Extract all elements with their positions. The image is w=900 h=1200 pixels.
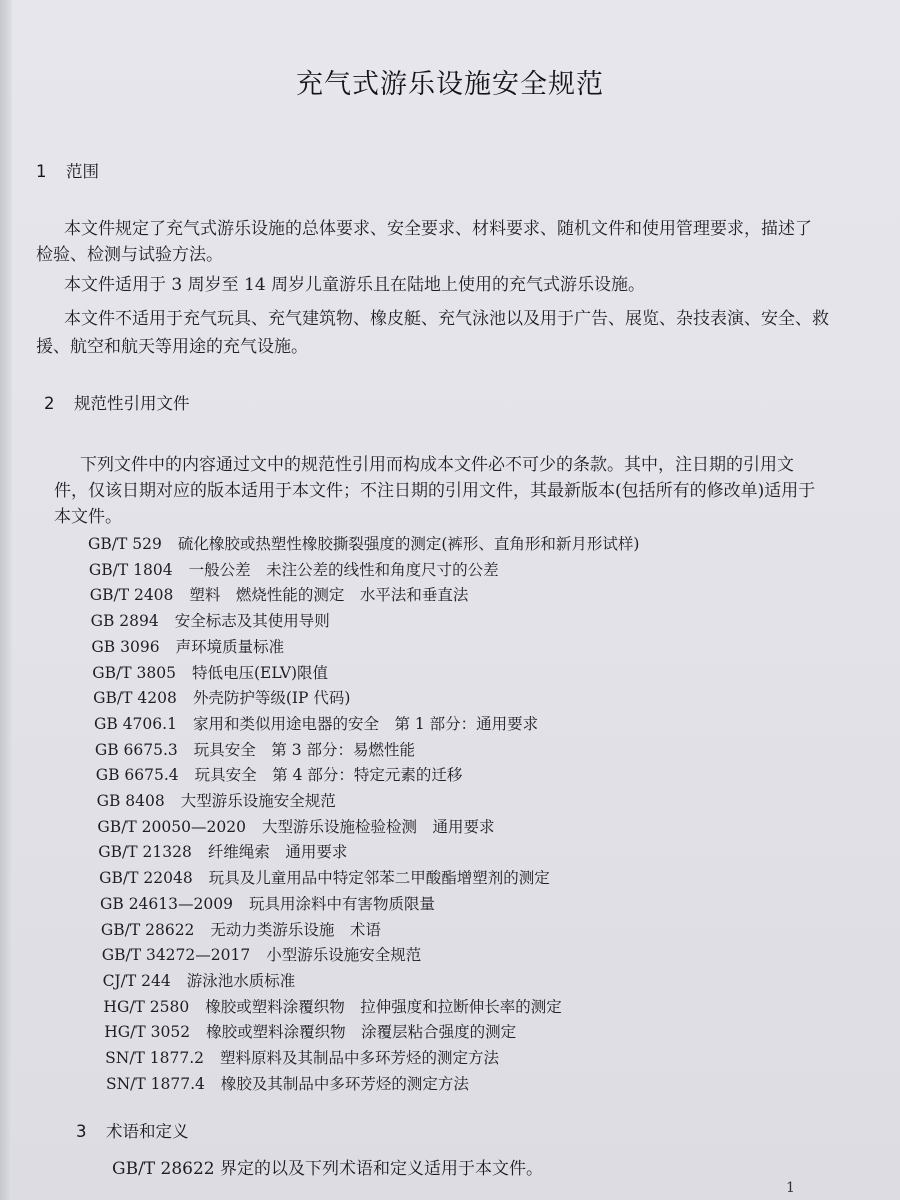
- reference-entry: [94, 712, 538, 734]
- reference-title: 大型游乐设施检验检测 通用要求: [261, 817, 495, 836]
- reference-code: GB/T 4208: [93, 689, 177, 708]
- reference-title: 橡胶及其制品中多环芳烃的测定方法: [220, 1074, 469, 1093]
- reference-title: 家用和类似用途电器的安全 第 1 部分：通用要求: [192, 714, 539, 733]
- section-3-heading: [76, 1118, 189, 1142]
- reference-code: GB 3096: [91, 637, 160, 656]
- reference-code: GB/T 20050—2020: [97, 817, 246, 836]
- reference-code: GB/T 3805: [92, 663, 176, 682]
- reference-title: 大型游乐设施安全规范: [180, 792, 336, 810]
- reference-code: GB/T 34272—2017: [101, 946, 251, 965]
- section-1-title: 范围: [66, 162, 99, 181]
- section-1-heading: [36, 158, 99, 182]
- reference-title: 塑料原料及其制品中多环芳烃的测定方法: [220, 1049, 500, 1067]
- reference-title: 玩具及儿童用品中特定邻苯二甲酸酯增塑剂的测定: [208, 869, 550, 888]
- reference-code: GB 6675.3: [94, 740, 178, 759]
- reference-entry: [105, 1046, 499, 1068]
- reference-title: 游泳池水质标准: [186, 971, 296, 990]
- section-1-number: 1: [36, 162, 47, 181]
- reference-entry: [88, 532, 639, 554]
- reference-code: HG/T 3052: [104, 1023, 191, 1042]
- reference-entry: [97, 789, 336, 811]
- reference-title: 玩具用涂料中有害物质限量: [248, 894, 435, 913]
- section-1-paragraph-3-line-2: 援、航空和航天等用途的充气设施。: [36, 337, 308, 357]
- section-1-paragraph-1-line-1: 本文件规定了充气式游乐设施的总体要求、安全要求、材料要求、随机文件和使用管理要求，描述了: [64, 219, 812, 239]
- reference-code: GB/T 1804: [88, 560, 173, 579]
- reference-code: SN/T 1877.4: [106, 1074, 205, 1093]
- reference-entry: [101, 918, 381, 940]
- reference-code: GB 2894: [90, 612, 159, 631]
- reference-code: GB/T 529: [88, 535, 162, 553]
- page-title: 充气式游乐设施安全规范: [296, 69, 604, 100]
- reference-code: CJ/T 244: [102, 971, 171, 990]
- section-3-number: 3: [76, 1122, 87, 1141]
- reference-entry: [93, 686, 350, 708]
- reference-title: 无动力类游乐设施 术语: [210, 920, 381, 939]
- reference-code: GB/T 22048: [99, 869, 193, 888]
- reference-code: GB/T 28622: [100, 920, 195, 939]
- reference-entry: [98, 840, 347, 862]
- section-1-paragraph-3-line-1: 本文件不适用于充气玩具、充气建筑物、橡皮艇、充气泳池以及用于广告、展览、杂技表演、安全、救: [64, 309, 829, 329]
- reference-title: 橡胶或塑料涂覆织物 拉伸强度和拉断伸长率的测定: [205, 997, 562, 1016]
- reference-entry: [91, 609, 330, 631]
- reference-code: GB 8408: [96, 792, 165, 810]
- section-2-paragraph-line-1: 下列文件中的内容通过文中的规范性引用而构成本文件必不可少的条款。其中，注日期的引用文: [80, 455, 794, 475]
- reference-code: GB 24613—2009: [100, 894, 233, 913]
- reference-title: 特低电压(ELV)限值: [192, 663, 329, 682]
- section-2-heading: [44, 390, 190, 414]
- reference-code: GB/T 21328: [98, 843, 192, 862]
- reference-title: 塑料 燃烧性能的测定 水平法和垂直法: [189, 586, 469, 605]
- book-spine-shadow: [0, 0, 12, 1200]
- section-3-title: 术语和定义: [106, 1122, 189, 1141]
- reference-title: 硫化橡胶或热塑性橡胶撕裂强度的测定(裤形、直角形和新月形试样): [177, 535, 640, 553]
- reference-title: 一般公差 未注公差的线性和角度尺寸的公差: [188, 560, 499, 579]
- section-2-paragraph-line-3: 本文件。: [54, 507, 122, 527]
- reference-entry: [99, 866, 550, 888]
- reference-title: 安全标志及其使用导则: [174, 612, 330, 631]
- page-number: 1: [786, 1180, 795, 1196]
- section-1-paragraph-1-line-2: 检验、检测与试验方法。: [36, 245, 223, 265]
- reference-code: GB/T 2408: [89, 586, 174, 605]
- reference-title: 纤维绳索 通用要求: [207, 843, 348, 862]
- reference-entry: [89, 558, 499, 580]
- reference-entry: [97, 815, 494, 837]
- reference-entry: [96, 763, 463, 785]
- reference-code: GB 6675.4: [95, 766, 179, 785]
- reference-entry: [106, 1072, 469, 1094]
- reference-title: 橡胶或塑料涂覆织物 涂覆层粘合强度的测定: [206, 1023, 517, 1042]
- section-2-title: 规范性引用文件: [74, 394, 190, 413]
- reference-title: 小型游乐设施安全规范: [266, 946, 422, 965]
- section-2-paragraph-line-2: 件，仅该日期对应的版本适用于本文件；不注日期的引用文件，其最新版本(包括所有的修改单)适用于: [54, 481, 816, 501]
- reference-entry: [91, 635, 284, 657]
- section-2-number: 2: [44, 394, 55, 413]
- reference-entry: [90, 583, 469, 605]
- reference-entry: [103, 995, 561, 1017]
- section-1-paragraph-2: 本文件适用于 3 周岁至 14 周岁儿童游乐且在陆地上使用的充气式游乐设施。: [64, 275, 646, 295]
- reference-entry: [103, 969, 296, 991]
- reference-entry: [102, 943, 422, 965]
- reference-code: GB 4706.1: [94, 714, 177, 733]
- reference-entry: [100, 892, 435, 914]
- reference-code: HG/T 2580: [103, 997, 190, 1016]
- section-3-paragraph: GB/T 28622 界定的以及下列术语和定义适用于本文件。: [112, 1159, 544, 1179]
- reference-entry: [95, 738, 415, 760]
- reference-entry: [104, 1020, 516, 1042]
- reference-title: 玩具安全 第 3 部分：易燃性能: [193, 740, 415, 759]
- reference-title: 玩具安全 第 4 部分：特定元素的迁移: [194, 766, 463, 785]
- reference-code: SN/T 1877.2: [105, 1049, 205, 1067]
- reference-title: 外壳防护等级(IP 代码): [192, 689, 351, 708]
- reference-entry: [92, 661, 328, 683]
- reference-title: 声环境质量标准: [175, 637, 285, 656]
